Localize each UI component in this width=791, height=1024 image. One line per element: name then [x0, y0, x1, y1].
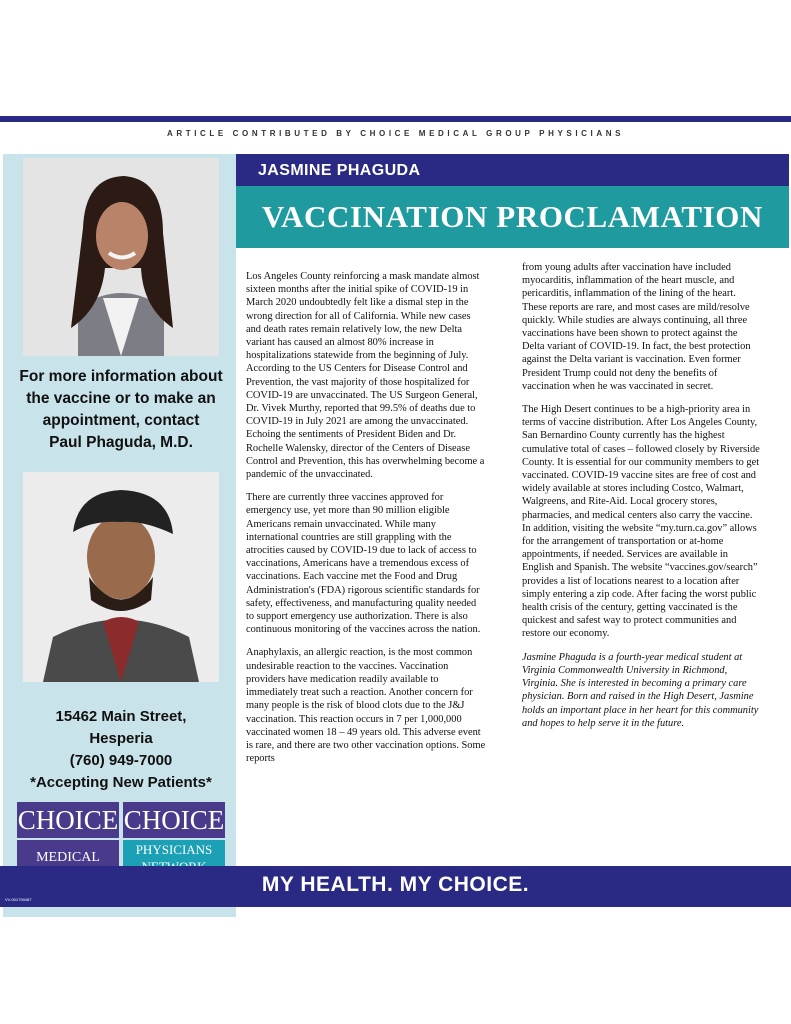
- article-paragraph: The High Desert continues to be a high-priority area in terms of vaccine distribution. After Los Angeles County, San Bernardino County currently has the highest cumulative total of cases – followed closely by Riverside County. It is essential for our community members to get vaccinated. COVID-19 vaccine sites are free of cost and widely available at stores including Costco, Walmart, Walgreens, and Rite-Aid. Local grocery stores, pharmacies, and medical centers also carry the vaccine. In addition, visiting the website “my.turn.ca.gov” allows for the arrangement of transportation or at-home appointments, if needed. Services are available in English and Spanish. The website “vaccines.gov/search” provides a list of locations nearest to a location after simply entering a zip code. After facing the worst public health crisis of the century, getting vaccinated is the quickest and safest way to protect communities and restore our economy.: [522, 404, 760, 640]
- footer-code: VV-001790487: [5, 897, 32, 902]
- choice-network-logo-top: CHOICE: [123, 802, 225, 838]
- advertorial-page: [0, 116, 791, 907]
- article-column-1: [246, 270, 486, 775]
- contact-line: the vaccine or to make an: [26, 390, 216, 407]
- author-name: JASMINE PHAGUDA: [258, 162, 421, 179]
- contact-line: Paul Phaguda, M.D.: [49, 434, 193, 451]
- author-band: [236, 154, 789, 186]
- address-street: 15462 Main Street,: [55, 708, 187, 725]
- address-city: Hesperia: [89, 730, 153, 747]
- network-logo-line: PHYSICIANS: [135, 842, 213, 857]
- sidebar-panel: [3, 154, 236, 917]
- accepting-patients-note: *Accepting New Patients*: [30, 774, 212, 791]
- phone-number: (760) 949-7000: [69, 752, 173, 769]
- author-photo: [23, 158, 219, 356]
- choice-medical-logo-bottom: MEDICAL: [17, 840, 119, 876]
- contact-line: For more information about: [19, 368, 223, 385]
- article-paragraph: Anaphylaxis, an allergic reaction, is the most common undesirable reaction to the vaccines. Vaccination providers have medication readily available to immediately treat such a reaction. Another concern for many people is the risk of blood clots due to the J&J vaccination. This reaction occurs in 7 per 1,000,000 vaccinated women 18 – 49 years old. This adverse event is rare, and there are two other vaccination options. Some reports: [246, 647, 486, 765]
- physician-photo: [23, 472, 219, 682]
- article-column-2: [522, 261, 762, 740]
- top-accent-bar: [0, 116, 791, 122]
- contributed-by-line: ARTICLE CONTRIBUTED BY CHOICE MEDICAL GROUP PHYSICIANS: [166, 129, 625, 138]
- contact-line: appointment, contact: [42, 412, 200, 429]
- article-paragraph: from young adults after vaccination have included myocarditis, inflammation of the heart muscle, and pericarditis, inflammation of the lining of the heart. These reports are rare, and most cases are mild/resolve quickly. While studies are always continuing, all three vaccinations have been shown to protect against the Delta variant of COVID-19. In fact, the best protection against the Delta variant is vaccination. Even former President Trump could not deny the benefits of vaccination when he was vaccinated in secret.: [522, 262, 751, 392]
- article-title: VACCINATION PROCLAMATION: [262, 199, 763, 234]
- article-paragraph: Los Angeles County reinforcing a mask mandate almost sixteen months after the initial spike of COVID-19 in March 2020 undoubtedly felt like a dismal step in the wrong direction for all of California. While new cases and death rates remain relatively low, the new Delta variant has caused an almost 80% increase in hospitalizations statewide from the beginning of July. According to the US Centers for Disease Control and Prevention, the vast majority of those hospitalized for COVID-19 are unvaccinated. The US Surgeon General, Dr. Vivek Murthy, reported that 99.5% of deaths due to COVID-19 in July 2021 are among the unvaccinated. Echoing the sentiments of President Biden and Dr. Rochelle Walensky, director of the Centers of Disease Control and Prevention, this has overwhelming become a pandemic of the unvaccinated.: [246, 271, 485, 481]
- article-paragraph: There are currently three vaccines approved for emergency use, yet more than 90 million eligible Americans remain unvaccinated. While many international countries are still grappling with the atrocities caused by COVID-19 due to lack of access to vaccinations, Americans have a tremendous excess of vaccinations. Each vaccine met the Food and Drug Administration's (FDA) rigorous scientific standards for safety, effectiveness, and manufacturing quality needed to support emergency use authorization. There is also continuous monitoring of the vaccines across the nation.: [246, 492, 481, 636]
- author-bio: Jasmine Phaguda is a fourth-year medical student at Virginia Commonwealth University in Richmond, Virginia. She is interested in becoming a primary care physician. Born and raised in the High Desert, Jasmine holds an important place in her heart for this community and hopes to help serve it in the future.: [522, 651, 759, 729]
- contact-info: [3, 366, 239, 454]
- title-band: [236, 186, 789, 248]
- footer-tagline: MY HEALTH. MY CHOICE.: [261, 873, 530, 896]
- practice-address: [3, 706, 239, 794]
- article-area: [236, 154, 789, 917]
- choice-medical-logo-top: CHOICE: [17, 802, 119, 838]
- footer-bar: [0, 866, 791, 907]
